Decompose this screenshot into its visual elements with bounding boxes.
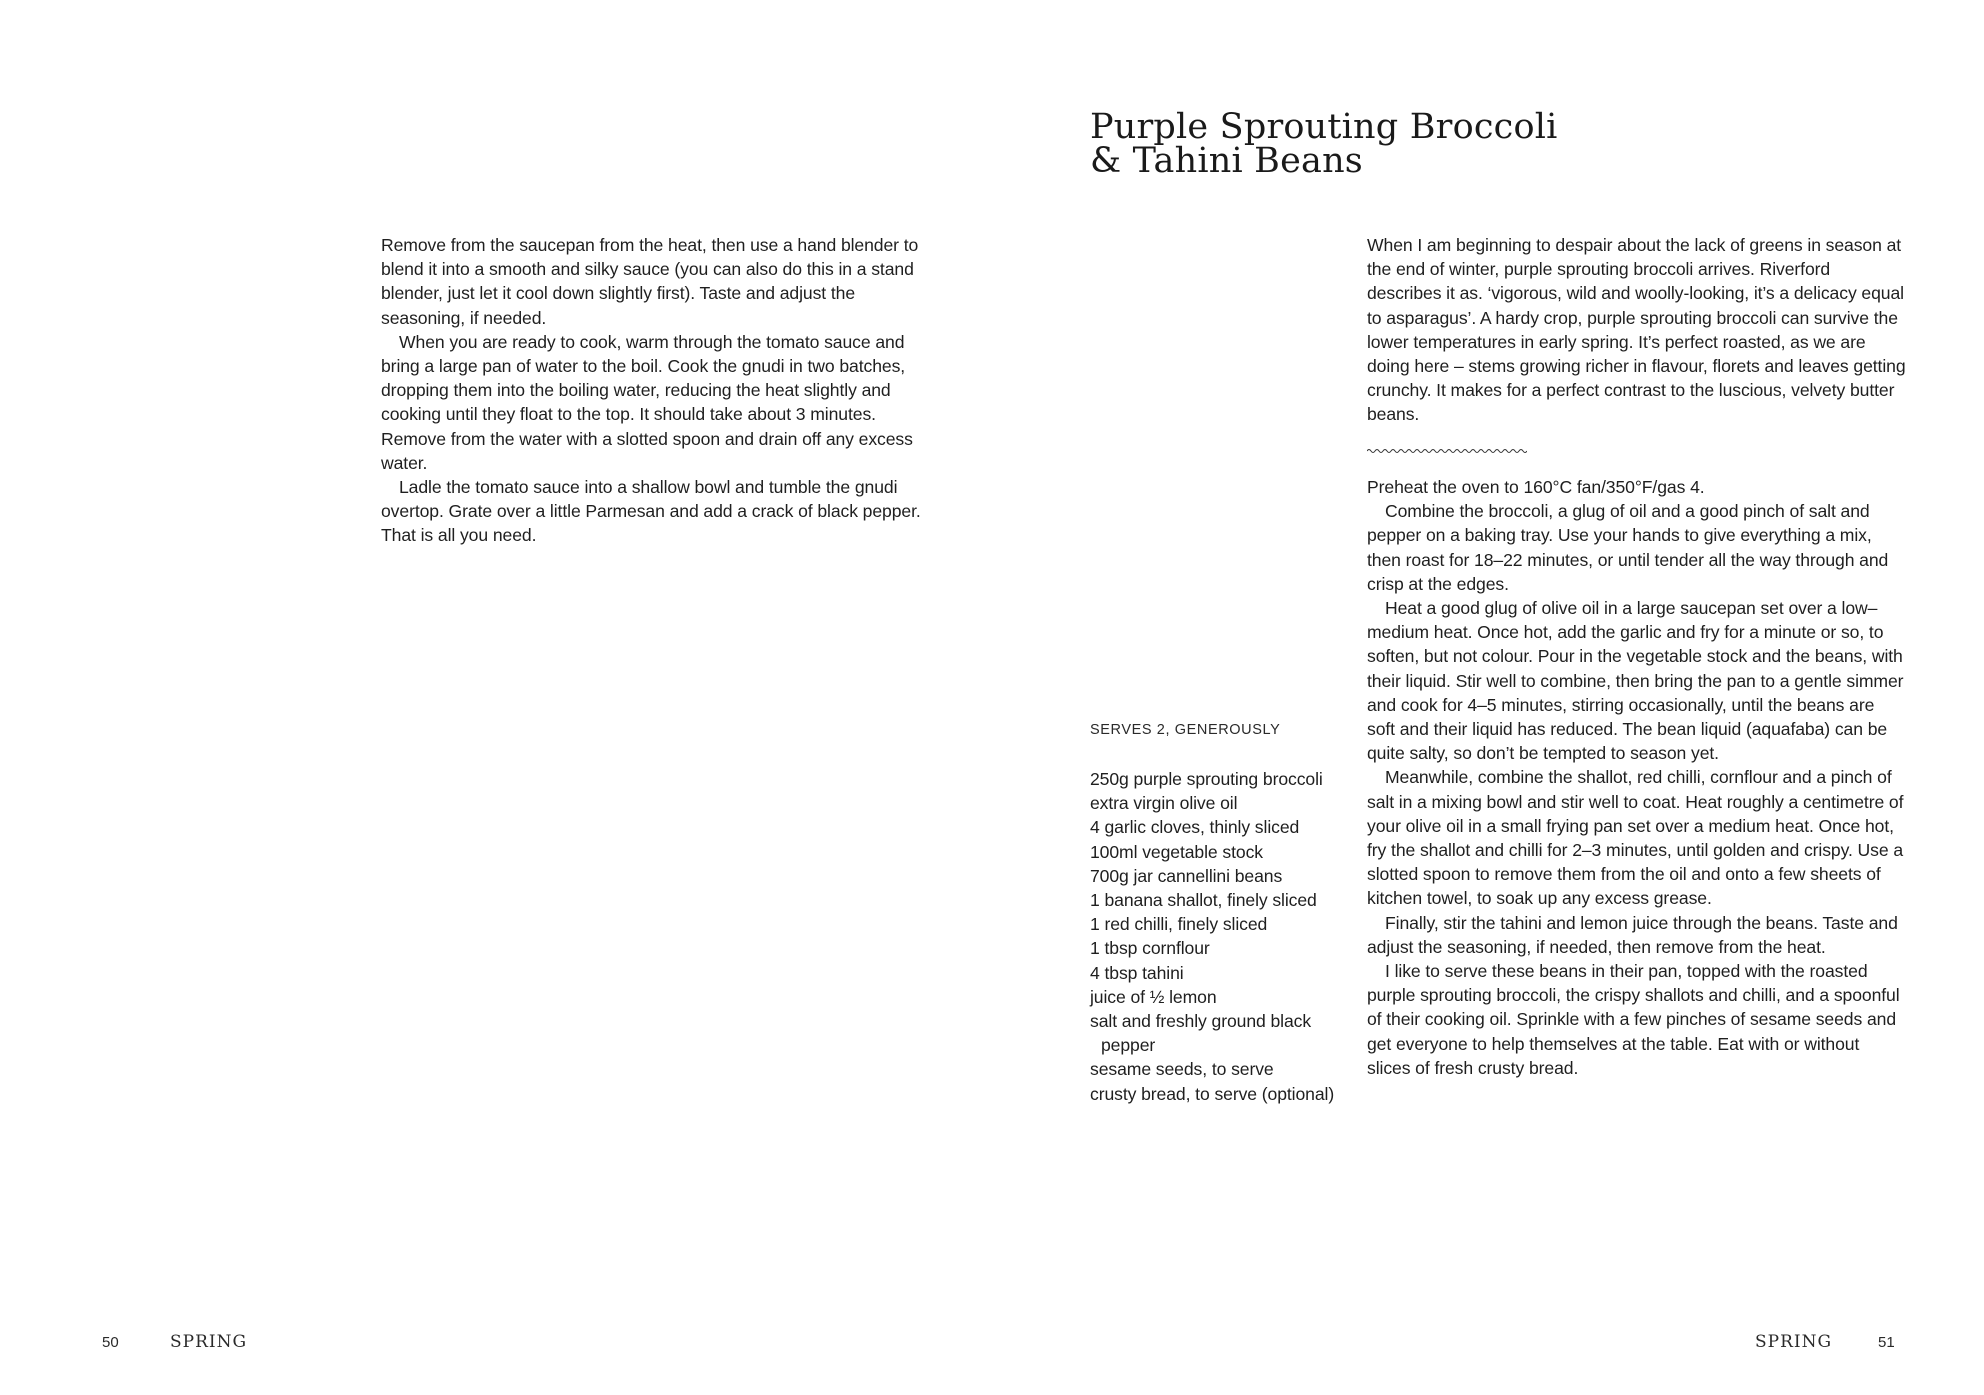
ingredient-item: 100ml vegetable stock [1090,841,1263,862]
recipe-title-line-1: Purple Sprouting Broccoli [1090,107,1558,147]
ingredients-list [1090,767,1340,1106]
left-paragraph-2: When you are ready to cook, warm through the tomato sauce and bring a large pan of water to the boil. Cook the gnudi in two batches, dropping them into the boiling water, reducing the heat slightly and cooking until they float to the top. It should take about 3 minutes. Remove from the water with a slotted spoon and drain off any excess water. [381,331,913,473]
wavy-divider [1367,447,1527,455]
ingredient-item: crusty bread, to serve (optional) [1090,1083,1335,1104]
ingredient-item: extra virgin olive oil [1090,793,1238,814]
method-step-3: Heat a good glug of olive oil in a large saucepan set over a low–medium heat. Once hot, add the garlic and fry for a minute or so, to soften, but not colour. Pour in the vegetable stock and the beans, with their liquid. Stir well to combine, then bring the pan to a gentle simmer and cook for 4–5 minutes, stirring occasionally, until the beans are soft and their liquid has reduced. The bean liquid (aquafaba) can be quite salty, so don’t be tempted to season yet. [1367,598,1904,764]
ingredient-item: 250g purple sprouting broccoli [1090,769,1323,789]
recipe-title [1090,107,1690,181]
right-page-number: 51 [1878,1334,1895,1351]
left-page-body [381,233,921,548]
method-step-4: Meanwhile, combine the shallot, red chilli, cornflour and a pinch of salt in a mixing bowl and stir well to coat. Heat roughly a centimetre of your olive oil in a small frying pan set over a medium heat. Once hot, fry the shallot and chilli for 2–3 minutes, until golden and crispy. Use a slotted spoon to remove them from the oil and onto a few sheets of kitchen towel, to soak up any excess grease. [1367,767,1904,909]
ingredient-item: 1 banana shallot, finely sliced [1090,890,1317,911]
recipe-method [1367,475,1907,1080]
method-step-2: Combine the broccoli, a glug of oil and a good pinch of salt and pepper on a baking tray. Use your hands to give everything a mix, then roast for 18–22 minutes, or until tender all the way through and crisp at the edges. [1367,501,1889,594]
method-step-1: Preheat the oven to 160°C fan/350°F/gas 4. [1367,477,1705,497]
recipe-intro-text: When I am beginning to despair about the lack of greens in season at the end of winter, purple sprouting broccoli arrives. Riverford describes it as. ‘vigorous, wild and woolly-looking, it’s a delicacy equal to asparagus’. A hardy crop, purple sprouting broccoli can survive the lower temperatures in early spring. It’s perfect roasted, as we are doing here – stems growing richer in flavour, florets and leaves getting crunchy. It makes for a perfect contrast to the luscious, velvety butter beans. [1367,235,1906,425]
left-running-head: SPRING [170,1332,248,1352]
serves-label: SERVES 2, GENEROUSLY [1090,722,1281,738]
ingredient-item: 1 tbsp cornflour [1090,938,1210,959]
left-paragraph-1: Remove from the saucepan from the heat, then use a hand blender to blend it into a smooth and silky sauce (you can also do this in a stand blender, just let it cool down slightly first). Taste and adjust the seasoning, if needed. [381,235,919,328]
ingredient-item: 700g jar cannellini beans [1090,865,1283,886]
left-paragraph-3: Ladle the tomato sauce into a shallow bowl and tumble the gnudi overtop. Grate over a little Parmesan and add a crack of black pepper. That is all you need. [381,477,921,546]
ingredient-item: sesame seeds, to serve [1090,1059,1274,1080]
ingredient-item: 4 garlic cloves, thinly sliced [1090,817,1300,838]
method-step-6: I like to serve these beans in their pan, topped with the roasted purple sprouting broccoli, the crispy shallots and chilli, and a spoonful of their cooking oil. Sprinkle with a few pinches of sesame seeds and get everyone to help themselves at the table. Eat with or without slices of fresh crusty bread. [1367,961,1900,1078]
ingredient-item: salt and freshly ground black pepper [1090,1011,1312,1056]
ingredient-item: 1 red chilli, finely sliced [1090,914,1268,935]
ingredient-item: juice of ½ lemon [1090,986,1217,1007]
ingredient-item: 4 tbsp tahini [1090,962,1184,983]
recipe-intro [1367,233,1907,427]
left-page-number: 50 [102,1334,119,1351]
method-step-5: Finally, stir the tahini and lemon juice through the beans. Taste and adjust the seasoning, if needed, then remove from the heat. [1367,912,1898,957]
right-running-head: SPRING [1755,1332,1833,1352]
recipe-title-line-2: & Tahini Beans [1090,141,1363,181]
